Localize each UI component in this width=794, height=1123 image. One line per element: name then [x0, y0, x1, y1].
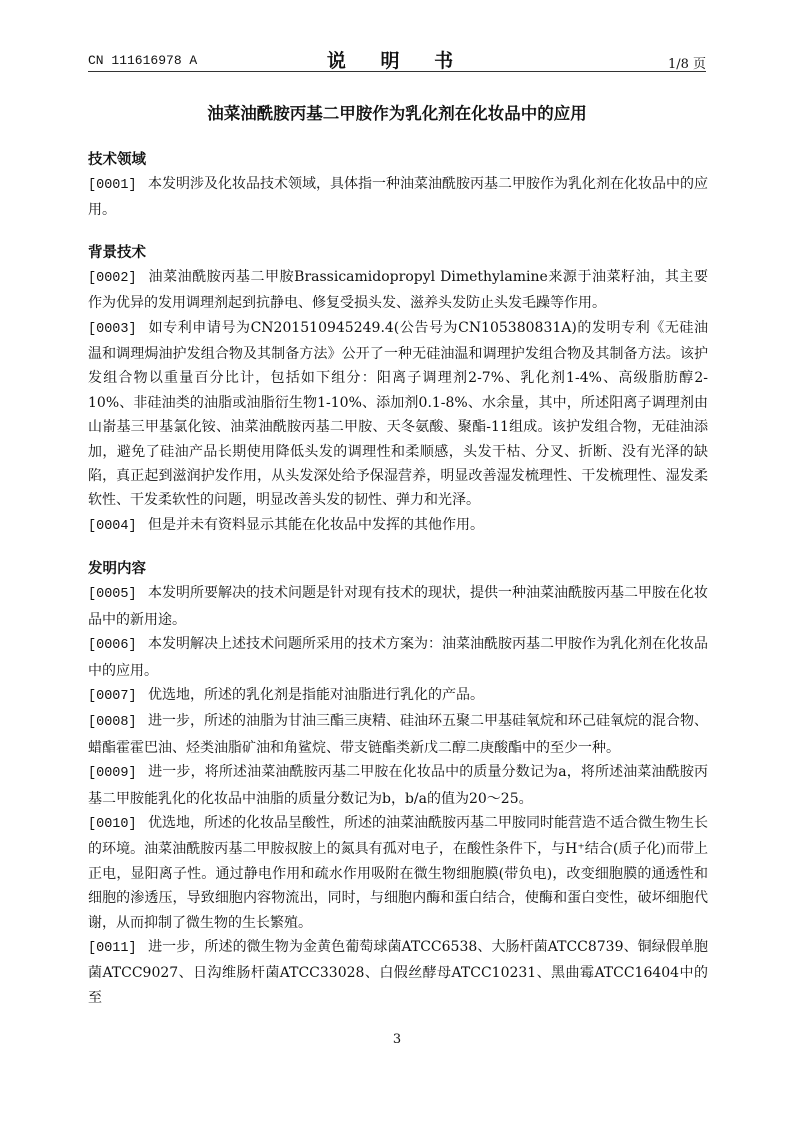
paragraph-text: 进一步，所述的微生物为金黄色葡萄球菌ATCC6538、大肠杆菌ATCC8739、铜绿假单胞菌ATCC9027、日沟维肠杆菌ATCC33028、白假丝酵母ATCC10231、黑曲霉ATCC16404中的至 [88, 938, 708, 1006]
section [88, 557, 708, 1010]
paragraph-number: [0005] [88, 587, 137, 603]
paragraph-number: [0009] [88, 766, 137, 782]
paragraph-number: [0007] [88, 688, 137, 704]
paragraph-text: 进一步，将所述油菜油酰胺丙基二甲胺在化妆品中的质量分数记为a，将所述油菜油酰胺丙基二甲胺能乳化的化妆品中油脂的质量分数记为b，b/a的值为20～25。 [88, 764, 708, 807]
paragraph-number: [0008] [88, 715, 137, 731]
paragraph [88, 265, 708, 316]
page-number: 3 [392, 1032, 402, 1047]
paragraph-text: 优选地，所述的化妆品呈酸性，所述的油菜油酰胺丙基二甲胺同时能营造不适合微生物生长的环境。油菜油酰胺丙基二甲胺叔胺上的氮具有孤对电子，在酸性条件下，与H⁺结合(质子化)而带上正电，显阳离子性。通过静电作用和疏水作用吸附在微生物细胞膜(带负电)，改变细胞膜的通透性和细胞的渗透压，导致细胞内容物流出，同时，与细胞内酶和蛋白结合，使酶和蛋白变性，破坏细胞代谢，从而抑制了微生物的生长繁殖。 [88, 814, 708, 931]
section [88, 241, 708, 539]
paragraph-text: 进一步，所述的油脂为甘油三酯三庚精、硅油环五聚二甲基硅氧烷和环己硅氧烷的混合物、蜡酯霍霍巴油、烃类油脂矿油和角鲨烷、带支链酯类新戊二醇二庚酸酯中的至少一种。 [88, 713, 708, 756]
document-title: 油菜油酰胺丙基二甲胺作为乳化剂在化妆品中的应用 [207, 104, 587, 123]
paragraph [88, 811, 708, 935]
paragraph-number: [0001] [88, 178, 137, 193]
paragraph-number: [0006] [88, 638, 137, 654]
paragraph-text: 油菜油酰胺丙基二甲胺Brassicamidopropyl Dimethylamine来源于油菜籽油，其主要作为优异的发用调理剂起到抗静电、修复受损头发、滋养头发防止头发毛躁等作用。 [88, 268, 708, 312]
paragraph-text: 本发明所要解决的技术问题是针对现有技术的现状，提供一种油菜油酰胺丙基二甲胺在化妆品中的新用途。 [88, 585, 708, 628]
paragraph-number: [0011] [88, 940, 137, 956]
header-doc-type: 说 明 书 [326, 50, 468, 72]
paragraph [88, 935, 708, 1010]
header-doc-number: CN 111616978 A [88, 53, 198, 68]
paragraph-number: [0010] [88, 816, 137, 832]
paragraph-text: 但是并未有资料显示其能在化妆品中发挥的其他作用。 [148, 516, 484, 533]
paragraph-text: 如专利申请号为CN201510945249.4(公告号为CN105380831A)的发明专利《无硅油温和调理焗油护发组合物及其制备方法》公开了一种无硅油温和调理护发组合物及其制备方法。该护发组合物以重量百分比计，包括如下组分：阳离子调理剂2-7%、乳化剂1-4%、高级脂肪醇2-10%、非硅油类的油脂或油脂衍生物1-10%、添加剂0.1-8%、水余量，其中，所述阳离子调理剂由山嵛基三甲基氯化铵、油菜油酰胺丙基二甲胺、天冬氨酸、聚酯-11组成。该护发组合物，无硅油添加，避免了硅油产品长期使用降低头发的调理性和柔顺感，头发干枯、分叉、折断、没有光泽的缺陷，真正起到滋润护发作用，从头发深处给予保湿营养，明显改善湿发梳理性、干发梳理性、湿发柔软性、干发柔软性的问题，明显改善头发的韧性、弹力和光泽。 [88, 319, 708, 509]
header-divider [88, 71, 706, 72]
paragraph-number: [0002] [88, 270, 137, 286]
section [88, 148, 708, 223]
paragraph-text: 本发明涉及化妆品技术领域，具体指一种油菜油酰胺丙基二甲胺作为乳化剂在化妆品中的应用。 [88, 176, 708, 219]
paragraph [88, 316, 708, 513]
paragraph-number: [0003] [88, 321, 137, 337]
paragraph-text: 本发明解决上述技术问题所采用的技术方案为：油菜油酰胺丙基二甲胺作为乳化剂在化妆品中的应用。 [88, 636, 708, 679]
paragraph-text: 优选地，所述的乳化剂是指能对油脂进行乳化的产品。 [148, 686, 484, 703]
paragraph [88, 172, 708, 223]
section-heading: 技术领域 [88, 152, 146, 168]
paragraph [88, 760, 708, 811]
document-body [88, 140, 708, 1010]
paragraph-number: [0004] [88, 518, 137, 534]
header-page-info: 1/8 页 [667, 57, 706, 72]
paragraph [88, 683, 708, 709]
section-heading: 发明内容 [88, 561, 146, 578]
section-heading: 背景技术 [88, 244, 146, 261]
paragraph [88, 513, 708, 539]
paragraph [88, 632, 708, 683]
paragraph [88, 709, 708, 760]
paragraph [88, 581, 708, 632]
